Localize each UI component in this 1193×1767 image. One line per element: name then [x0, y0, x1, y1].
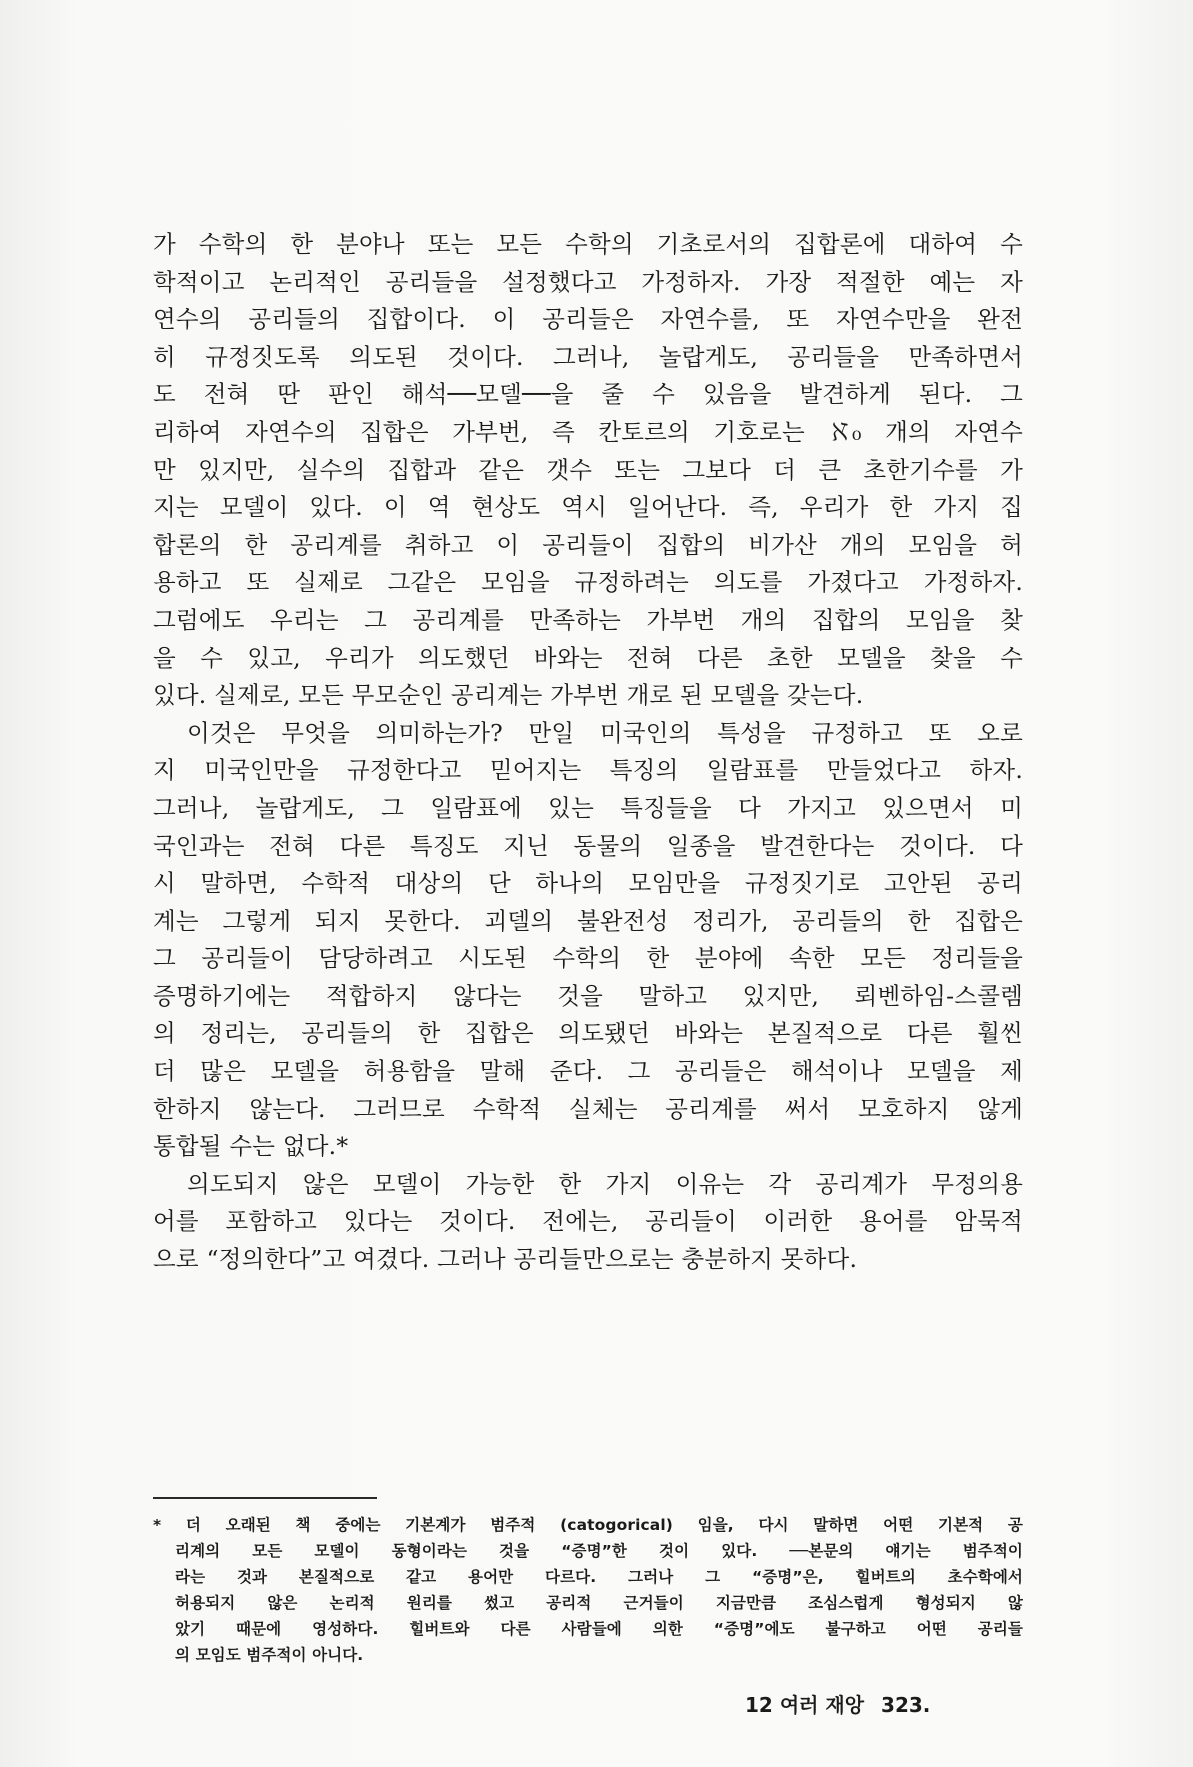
page-number: 323.	[881, 1693, 931, 1717]
footnote	[153, 1512, 1023, 1668]
chapter-title: 여러 재앙	[779, 1693, 865, 1717]
running-footer	[745, 1689, 1025, 1718]
text-line: 국인과는 전혀 다른 특징도 지닌 동물의 일종을 발견한다는 것이다. 다	[153, 831, 1023, 860]
text-line: 가 수학의 한 분야나 또는 모든 수학의 기초로서의 집합론에 대하여 수	[153, 230, 1023, 258]
text-line: 그러나, 놀랍게도, 그 일람표에 있는 특징들을 다 가지고 있으면서 미	[153, 793, 1023, 822]
text-line: 한하지 않는다. 그러므로 수학적 실체는 공리계를 써서 모호하지 않게	[153, 1094, 1023, 1123]
text-line: 어를 포함하고 있다는 것이다. 전에는, 공리들이 이러한 용어를 암묵적	[153, 1207, 1023, 1236]
text-line: 지 미국인만을 규정한다고 믿어지는 특징의 일람표를 만들었다고 하자.	[153, 756, 1023, 785]
text-line: 연수의 공리들의 집합이다. 이 공리들은 자연수를, 또 자연수만을 완전	[153, 305, 1023, 334]
footnote-line: 았기 때문에 영성하다. 힐버트와 다른 사람들에 의한 “증명”에도 불구하고 어떤 공리들	[175, 1620, 1023, 1638]
text-line: 도 전혀 딴 판인 해석──모델──을 줄 수 있음을 발견하게 된다. 그	[153, 380, 1023, 409]
text-line: 리하여 자연수의 집합은 가부번, 즉 칸토르의 기호로는 ℵ₀ 개의 자연수	[153, 417, 1023, 446]
text-line: 그럼에도 우리는 그 공리계를 만족하는 가부번 개의 집합의 모임을 찾	[153, 605, 1023, 634]
text-line: 의 정리는, 공리들의 한 집합은 의도됐던 바와는 본질적으로 다른 훨씬	[153, 1019, 1023, 1048]
text-line: 그 공리들이 담당하려고 시도된 수학의 한 분야에 속한 모든 정리들을	[153, 944, 1023, 973]
footnote-line: 허용되지 않은 논리적 원리를 썼고 공리적 근거들이 지금만큼 조심스럽게 형성되지 않	[175, 1594, 1023, 1612]
text-line: 으로 “정의한다”고 여겼다. 그러나 공리들만으로는 충분하지 못하다.	[153, 1245, 858, 1274]
text-line: 증명하기에는 적합하지 않다는 것을 말하고 있지만, 뢰벤하임-스콜렘	[153, 981, 1023, 1010]
footnote-line: * 더 오래된 책 중에는 기본계가 범주적 (catogorical) 임을, 다시 말하면 어떤 기본적 공	[153, 1516, 1023, 1534]
text-line: 시 말하면, 수학적 대상의 단 하나의 모임만을 규정짓기로 고안된 공리	[153, 869, 1023, 898]
text-line: 만 있지만, 실수의 집합과 같은 갯수 또는 그보다 더 큰 초한기수를 가	[153, 455, 1023, 484]
text-line: 합론의 한 공리계를 취하고 이 공리들이 집합의 비가산 개의 모임을 허	[153, 530, 1023, 559]
paragraph-start-line: 의도되지 않은 모델이 가능한 한 가지 이유는 각 공리계가 무정의용	[187, 1169, 1023, 1198]
text-line: 용하고 또 실제로 그같은 모임을 규정하려는 의도를 가졌다고 가정하자.	[153, 568, 1023, 597]
text-line: 계는 그렇게 되지 못한다. 괴델의 불완전성 정리가, 공리들의 한 집합은	[153, 906, 1023, 935]
text-line: 을 수 있고, 우리가 의도했던 바와는 전혀 다른 초한 모델을 찾을 수	[153, 643, 1023, 672]
text-line: 지는 모델이 있다. 이 역 현상도 역시 일어난다. 즉, 우리가 한 가지 집	[153, 493, 1023, 522]
footnote-divider	[153, 1497, 377, 1499]
chapter-number: 12	[745, 1693, 773, 1717]
text-line: 더 많은 모델을 허용함을 말해 준다. 그 공리들은 해석이나 모델을 제	[153, 1057, 1023, 1086]
paragraph-start-line: 이것은 무엇을 의미하는가? 만일 미국인의 특성을 규정하고 또 오로	[187, 718, 1023, 747]
footnote-line: 의 모임도 범주적이 아니다.	[175, 1646, 364, 1664]
main-text	[153, 226, 1023, 1279]
footnote-line: 라는 것과 본질적으로 같고 용어만 다르다. 그러나 그 “증명”은, 힐버트의 초수학에서	[175, 1568, 1023, 1586]
text-line: 있다. 실제로, 모든 무모순인 공리계는 가부번 개로 된 모델을 갖는다.	[153, 681, 864, 710]
text-line: 학적이고 논리적인 공리들을 설정했다고 가정하자. 가장 적절한 예는 자	[153, 267, 1023, 296]
text-line: 히 규정짓도록 의도된 것이다. 그러나, 놀랍게도, 공리들을 만족하면서	[153, 342, 1023, 371]
text-line: 통합될 수는 없다.*	[153, 1132, 349, 1161]
footnote-line: 리계의 모든 모델이 동형이라는 것을 “증명”한 것이 있다. ──본문의 얘기는 범주적이	[175, 1542, 1023, 1560]
